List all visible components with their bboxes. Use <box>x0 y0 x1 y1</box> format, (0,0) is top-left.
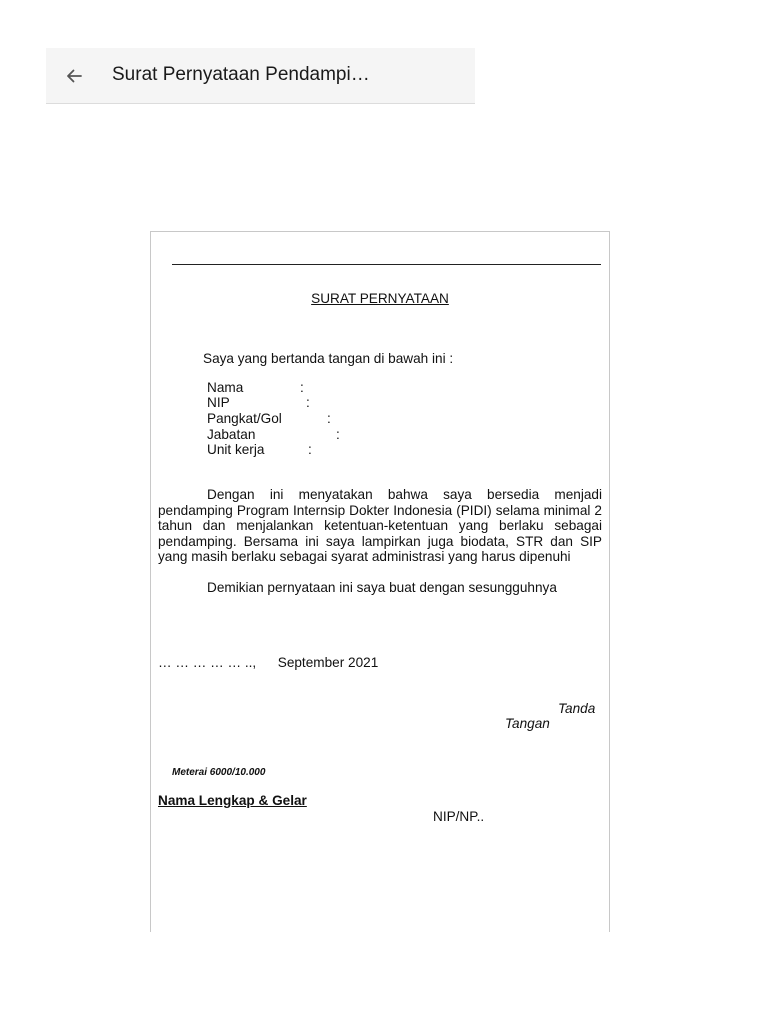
letter-date: September 2021 <box>277 655 379 670</box>
document-page <box>150 231 610 932</box>
full-name-placeholder: Nama Lengkap & Gelar <box>158 793 307 808</box>
field-colon-nama: : <box>300 380 304 395</box>
signature-label-tanda: Tanda <box>558 701 596 716</box>
letter-heading: SURAT PERNYATAAN <box>311 291 449 306</box>
app-bar <box>46 48 475 104</box>
field-label-nip: NIP <box>207 395 230 410</box>
field-colon-nip: : <box>306 395 310 410</box>
field-label-nama: Nama <box>207 380 244 395</box>
field-label-jabatan: Jabatan <box>207 427 256 442</box>
back-button[interactable] <box>60 62 88 90</box>
field-label-pangkat: Pangkat/Gol <box>207 411 282 426</box>
field-colon-jabatan: : <box>336 427 340 442</box>
arrow-left-icon <box>64 66 84 86</box>
place-placeholder: … … … … … .., <box>158 655 257 670</box>
field-colon-pangkat: : <box>327 411 331 426</box>
statement-paragraph: Dengan ini menyatakan bahwa saya bersedia menjadi pendamping Program Internsip Dokter Indonesia (PIDI) selama minimal 2 tahun dan menjalankan ketentuan-ketentuan yang berlaku sebagai pendamping. Bersama ini saya lampirkan juga biodata, STR dan SIP yang masih berlaku sebagai syarat administrasi yang harus dipenuhi <box>158 487 602 564</box>
nip-placeholder: NIP/NP.. <box>433 809 485 824</box>
signature-label-tangan: Tangan <box>505 716 550 731</box>
header-rule <box>172 264 601 265</box>
document-title: Surat Pernyataan Pendampi… <box>112 64 370 85</box>
closing-paragraph: Demikian pernyataan ini saya buat dengan sesungguhnya <box>207 580 557 595</box>
place-date-line <box>158 655 378 671</box>
intro-text: Saya yang bertanda tangan di bawah ini : <box>203 351 454 366</box>
field-label-unit-kerja: Unit kerja <box>207 442 265 457</box>
stamp-duty-label: Meterai 6000/10.000 <box>172 767 266 778</box>
field-colon-unit-kerja: : <box>308 442 312 457</box>
